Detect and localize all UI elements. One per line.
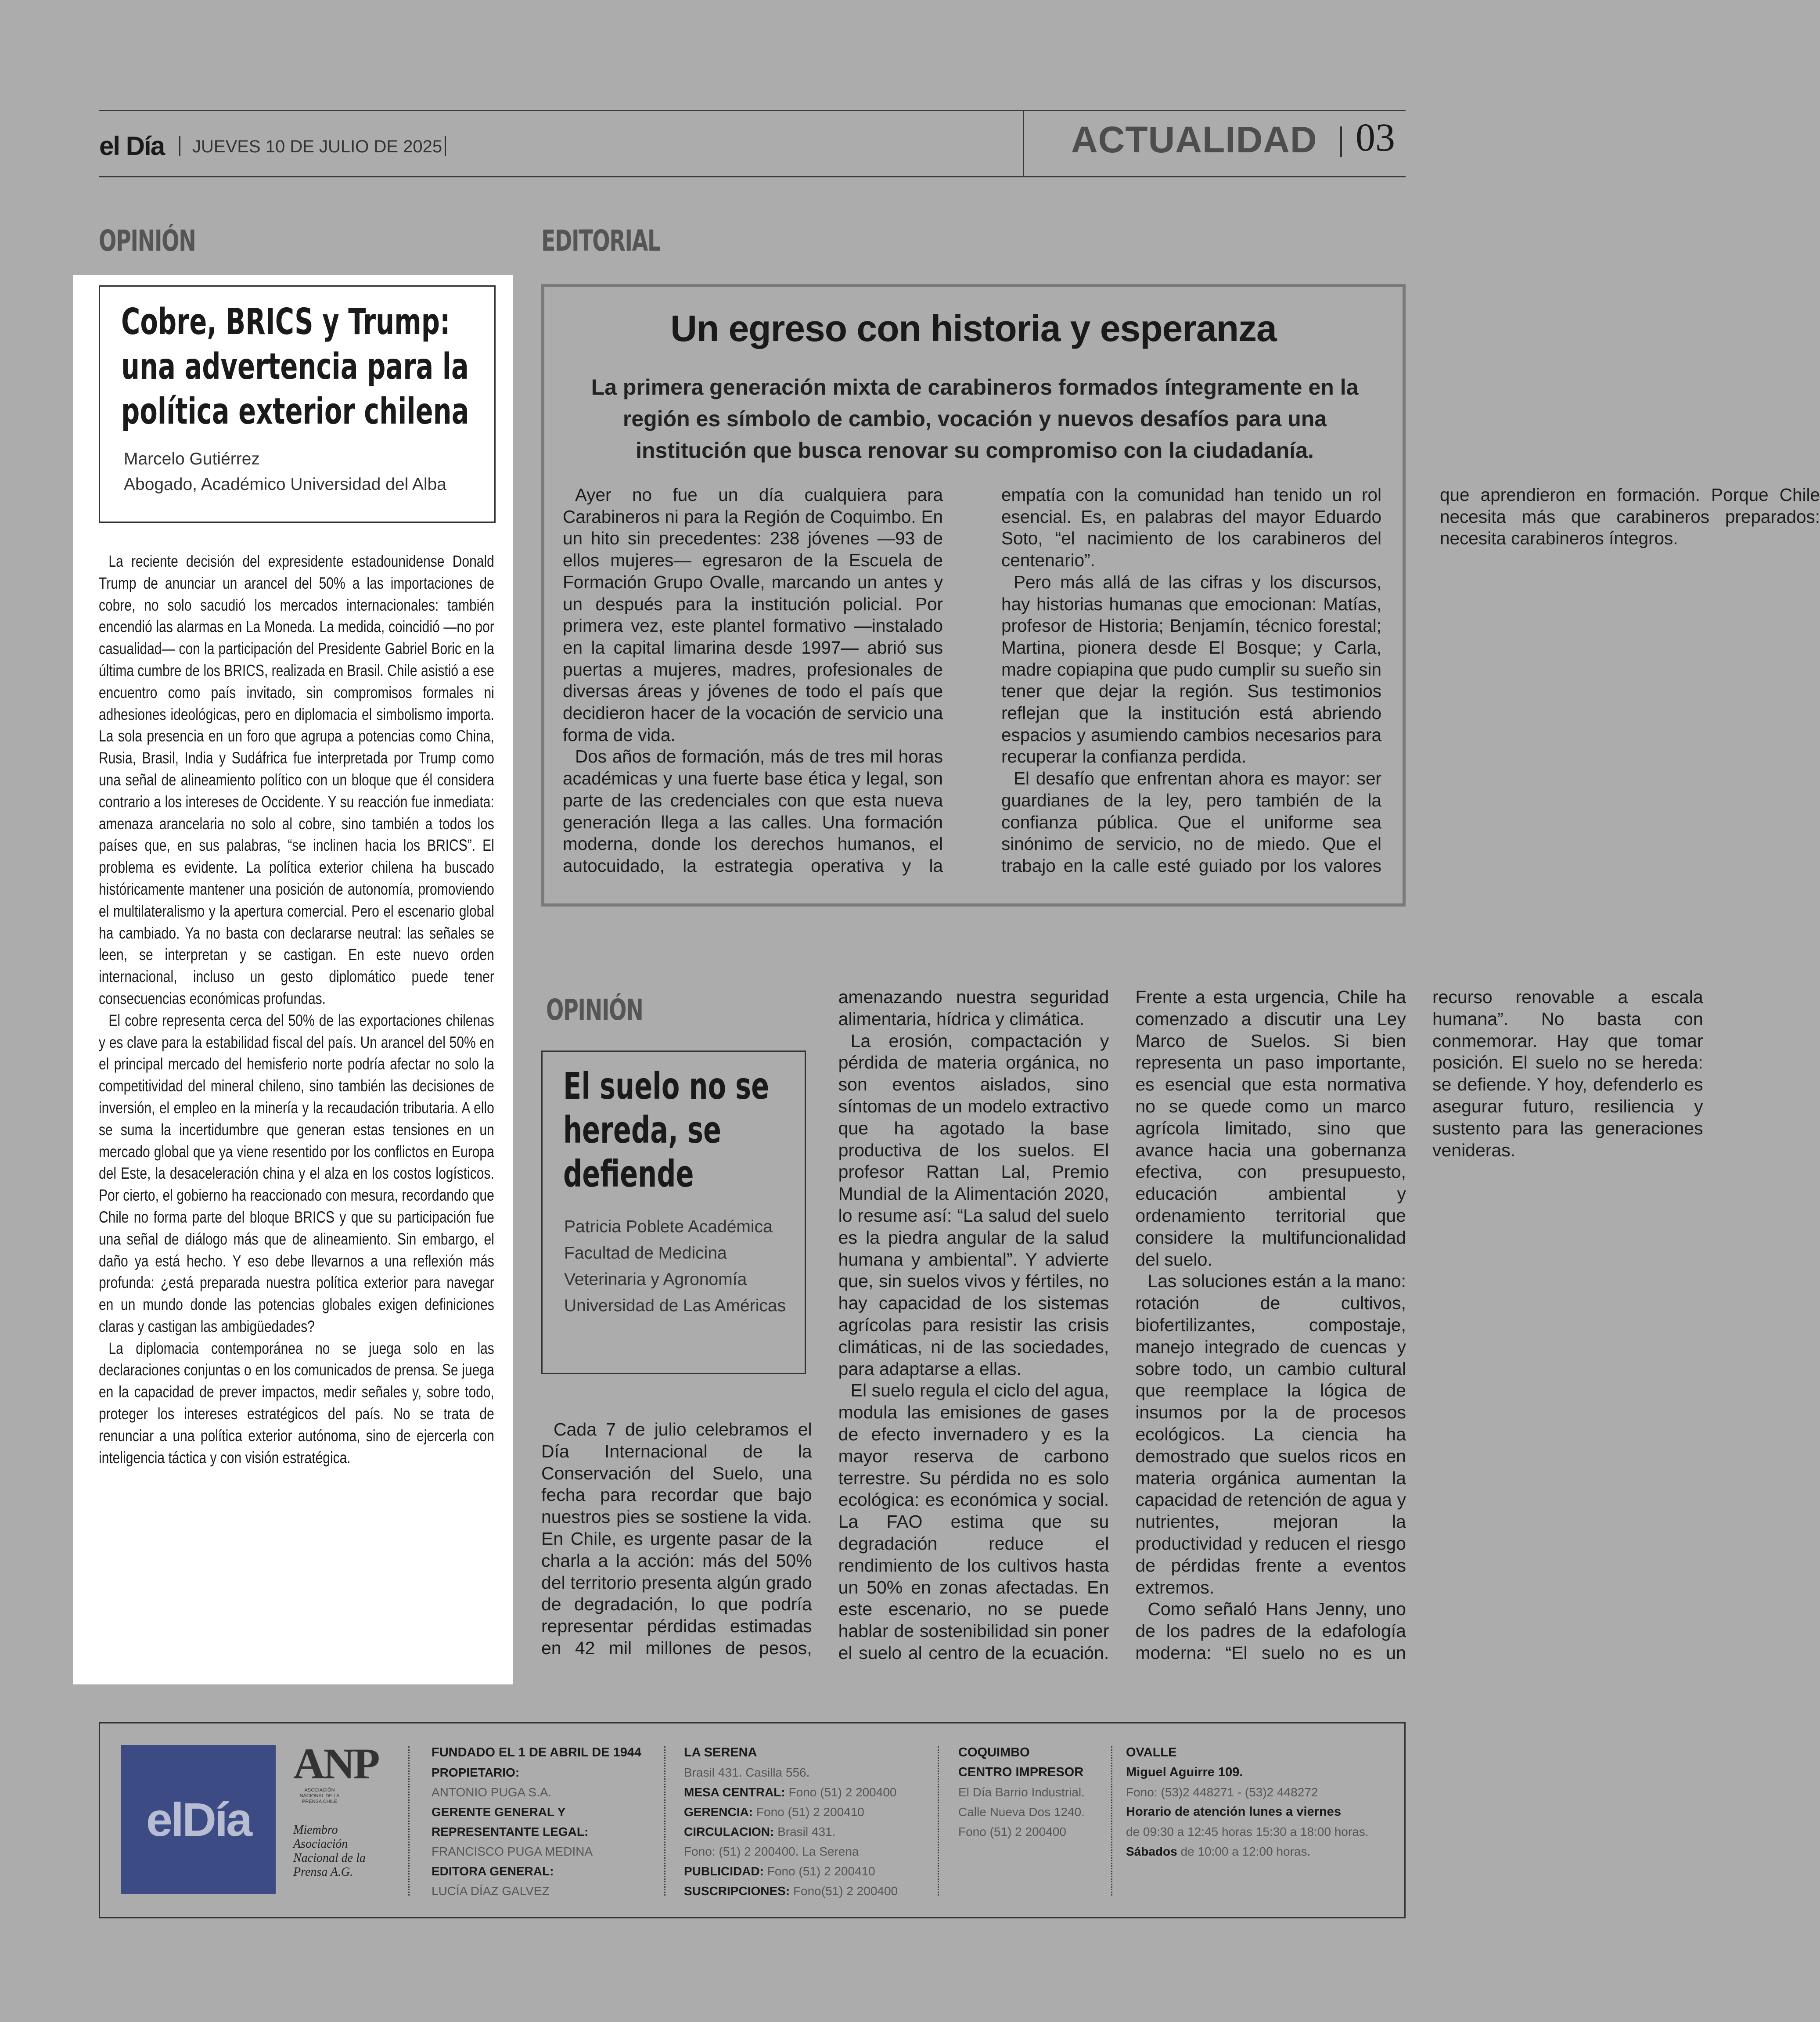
suscripciones-label: SUSCRIPCIONES: bbox=[684, 1884, 790, 1898]
section-name: ACTUALIDAD bbox=[1071, 119, 1317, 160]
la-serena-address: Brasil 431. Casilla 556. bbox=[684, 1766, 810, 1779]
paragraph: La erosión, compactación y pérdida de materia orgánica, no son eventos aislados, sino síntomas de un modelo extractivo que ha agotado la base productiva de los suelos. El profesor Rattan Lal, Premio Mundial de la Alimentación 2020, lo resume así: “La salud del suelo es la piedra angular de la salud humana y ambiental”. Y advierte que, sin suelos vivos y fértiles, no hay capacidad de los sistemas agrícolas para resistir las crisis climáticas, ni de las sociedades, para adaptarse a ellas. bbox=[838, 1030, 1109, 1379]
la-serena-title: LA SERENA bbox=[684, 1745, 757, 1759]
manager-label: GERENTE GENERAL Y REPRESENTANTE LEGAL: bbox=[432, 1805, 589, 1839]
circulacion-value: Brasil 431. bbox=[777, 1825, 836, 1839]
paragraph: Ayer no fue un día cualquiera para Carabineros ni para la Región de Coquimbo. En un hito sin precedentes: 238 jóvenes —93 de ellos mujeres— egresaron de la Escuela de Formación Grupo Ovalle, marcando un antes y un después para la institución policial. Por primera vez, este plantel formativo —instalado en la capital limarina desde 1997— abrió sus puertas a mujeres, madres, profesionales de diversas áreas y jóvenes de todo el país que decidieron hacer de la vocación de servicio una forma de vida. bbox=[563, 485, 943, 745]
editor-label: EDITORA GENERAL: bbox=[432, 1864, 554, 1878]
circulacion-phone: Fono: (51) 2 200400. La Serena bbox=[684, 1845, 859, 1858]
publicidad-value: Fono (51) 2 200410 bbox=[767, 1864, 875, 1878]
opinion-title: Cobre, BRICS y Trump: una advertencia para la política exterior chilena bbox=[121, 301, 469, 432]
publicidad-label: PUBLICIDAD: bbox=[684, 1864, 764, 1878]
owner-value: ANTONIO PUGA S.A. bbox=[432, 1785, 552, 1799]
footer-divider-2 bbox=[664, 1746, 665, 1896]
paragraph: El cobre representa cerca del 50% de las exportaciones chilenas y es clave para la estabilidad fiscal del país. Un arancel del 50% en el principal mercado del hemisferio norte podría afectar no solo la competitividad del mineral chileno, sino también las decisiones de inversión, el empleo en la minería y la recaudación tributaria. A ello se suma la incertidumbre que generan estas tensiones en un mercado global que ya viene resentido por los conflictos en Europa del Este, la desaceleración china y el alza en los costos logísticos. Por cierto, el gobierno ha reaccionado con mesura, recordando que Chile no forma parte del bloque BRICS y que su participación fue una señal de diálogo más que de alineamiento. Sin embargo, el daño ya está hecho. Y eso debe llevarnos a una reflexión más profunda: ¿está preparada nuestra política exterior para navegar en un mundo donde las potencias globales exigen definiciones claras y castigan las ambigüedades? bbox=[99, 1011, 494, 1335]
gerencia-label: GERENCIA: bbox=[684, 1805, 753, 1819]
anp-logo-small: ASOCIACIÓN NACIONAL DE LA PRENSA CHILE bbox=[299, 1788, 340, 1804]
coquimbo-line-2: Calle Nueva Dos 1240. bbox=[958, 1805, 1085, 1819]
footer-divider-1 bbox=[408, 1746, 410, 1896]
footer-col-coquimbo bbox=[958, 1743, 1108, 1842]
coquimbo-line-1: El Día Barrio Industrial. bbox=[958, 1785, 1085, 1799]
ovalle-hours-label: Horario de atención lunes a viernes bbox=[1126, 1805, 1341, 1819]
gerencia-value: Fono (51) 2 200410 bbox=[756, 1805, 864, 1819]
paragraph: La diplomacia contemporánea no se juega solo en las declaraciones conjuntas o en los comunicados de prensa. Se juega en la capacidad de prever impactos, medir señales y, sobre todo, proteger los intereses estratégicos del país. No se trata de renunciar a una política exterior autónoma, sino de ejercerla con inteligencia táctica y con visión estratégica. bbox=[99, 1338, 494, 1467]
suscripciones-value: Fono(51) 2 200400 bbox=[793, 1884, 898, 1898]
header-date: JUEVES 10 DE JULIO DE 2025 bbox=[192, 137, 442, 156]
owner-label: PROPIETARIO: bbox=[432, 1766, 520, 1779]
opinion-label-2: OPINIÓN bbox=[546, 993, 643, 1027]
paragraph: El desafío que enfrentan ahora es mayor: ser guardianes de la ley, pero también de la confianza pública. Que el uniforme sea sinónimo de servicio, no de miedo. Que el trabajo en la calle esté guiado por los valores que aprendieron en formación. Porque Chile necesita más que carabineros preparados: necesita carabineros íntegros. bbox=[1001, 485, 1820, 876]
coquimbo-line-3: Fono (51) 2 200400 bbox=[958, 1825, 1066, 1839]
opinion-author-role: Abogado, Académico Universidad del Alba bbox=[124, 475, 446, 494]
column-spacer bbox=[541, 986, 812, 1419]
paragraph: Cada 7 de julio celebramos el Día Internacional de la Conservación del Suelo, una fecha para recordar que bajo nuestros pies se sostiene la vida. En Chile, es urgente pasar de la charla a la acción: más del 50% del territorio presenta algún grado de degradación, lo que podría representar pérdidas estimadas en 42 mil millones de pesos, amenazando nuestra seguridad alimentaria, hídrica y climática. bbox=[541, 987, 1109, 1658]
editorial-body bbox=[563, 484, 1820, 888]
footer-logo: elDía bbox=[146, 1793, 251, 1846]
ovalle-saturday-hours: de 10:00 a 12:00 horas. bbox=[1180, 1845, 1311, 1858]
paragraph: El suelo regula el ciclo del agua, modula las emisiones de gases de efecto invernadero y es la mayor reserva de carbono terrestre. Su pérdida no es solo ecológica: es económica y social. La FAO estima que su degradación reduce el rendimiento de los cultivos hasta un 50% en zonas afectadas. En este escenario, no se puede hablar de sostenibilidad sin poner el suelo al centro de la ecuación. Frente a esta urgencia, Chile ha comenzado a discutir una Ley Marco de Suelos. Si bien representa un paso importante, es esencial que esta normativa no se quede como un marco agrícola limitado, sino que avance hacia una gobernanza efectiva, con presupuesto, educación ambiental y ordenamiento territorial que considere la multifuncionalidad del suelo. bbox=[838, 987, 1406, 1663]
footer-col-founding bbox=[432, 1743, 660, 1901]
paragraph: La reciente decisión del expresidente estadounidense Donald Trump de anunciar un arancel del 50% a las importaciones de cobre, no solo sacudió los mercados internacionales: también encendió las alarmas en La Moneda. La medida, coincidió —no por casualidad— con la participación del Presidente Gabriel Boric en la última cumbre de los BRICS, realizada en Brasil. Chile asistió a ese encuentro como país invitado, sin compromisos formales ni adhesiones ideológicas, pero en diplomacia el simbolismo importa. La sola presencia en un foro que agrupa a potencias como China, Rusia, Brasil, India y Sudáfrica fue interpretada por Trump como una señal de alineamiento político con un bloque que él considera contrario a los intereses de Occidente. Y su reacción fue inmediata: amenaza arancelaria no solo al cobre, sino también a todos los países que, en sus palabras, “se inclinen hacia los BRICS”. El problema es evidente. La política exterior chilena ha buscado históricamente mantener una posición de autonomía, promoviendo el multilateralismo y la apertura comercial. Pero el escenario global ha cambiado. Ya no basta con declararse neutral: las señales se leen, se interpretan y se castigan. En este nuevo orden internacional, incluso un gesto diplomático puede tener consecuencias económicas profundas. bbox=[99, 552, 494, 1007]
ovalle-address: Miguel Aguirre 109. bbox=[1126, 1765, 1243, 1779]
header-vertical-divider bbox=[1023, 110, 1024, 177]
footer-col-ovalle bbox=[1126, 1743, 1398, 1861]
founded-text: FUNDADO EL 1 DE ABRIL DE 1944 bbox=[432, 1745, 642, 1759]
opinion2-author: Patricia Poblete Académica Facultad de Medicina Veterinaria y Agronomía Universidad de Las Américas bbox=[564, 1217, 786, 1315]
footer-logo-block bbox=[121, 1745, 276, 1894]
anp-member-text: Miembro Asociación Nacional de la Prensa A.G. bbox=[293, 1823, 366, 1879]
paragraph: Pero más allá de las cifras y los discursos, hay historias humanas que emocionan: Matías, profesor de Historia; Benjamín, técnico forestal; Martina, pionera desde El Bosque; y Carla, madre copiapina que pudo cumplir su sueño sin tener que dejar la región. Sus testimonios reflejan que la institución está abriendo espacios y asumiendo cambios necesarios para recuperar la confianza perdida. bbox=[1001, 572, 1381, 767]
opinion-label-1: OPINIÓN bbox=[99, 224, 196, 258]
footer-col-la-serena bbox=[684, 1743, 934, 1901]
opinion2-body bbox=[541, 986, 1703, 1671]
ovalle-hours: de 09:30 a 12:45 horas 15:30 a 18:00 horas. bbox=[1126, 1825, 1369, 1839]
opinion2-columns bbox=[541, 986, 1703, 1671]
paragraph: Las soluciones están a la mano: rotación de cultivos, biofertilizantes, compostaje, manejo integrado de cuencas y sobre todo, un cambio cultural que reemplace la lógica de insumos por la de procesos ecológicos. La ciencia ha demostrado que suelos ricos en materia orgánica aumentan la capacidad de retención de agua y nutrientes, mejoran la productividad y reducen el riesgo de pérdidas frente a eventos extremos. bbox=[1135, 1271, 1406, 1597]
manager-value: FRANCISCO PUGA MEDINA bbox=[432, 1845, 593, 1858]
mesa-label: MESA CENTRAL: bbox=[684, 1785, 785, 1799]
opinion2-title: El suelo no se hereda, se defiende bbox=[563, 1065, 770, 1195]
footer-divider-3 bbox=[938, 1746, 939, 1896]
editorial-label: EDITORIAL bbox=[541, 224, 660, 258]
opinion-body bbox=[99, 550, 494, 1468]
editorial-title: Un egreso con historia y esperanza bbox=[670, 308, 1277, 349]
anp-logo: ANP bbox=[293, 1739, 378, 1788]
header-separator-2 bbox=[445, 136, 446, 156]
header-separator-3 bbox=[1340, 126, 1342, 157]
header-top-rule bbox=[99, 110, 1406, 111]
ovalle-saturday-label: Sábados bbox=[1126, 1845, 1177, 1858]
header-separator bbox=[179, 136, 180, 156]
editor-value: LUCÍA DÍAZ GALVEZ bbox=[432, 1884, 550, 1898]
page-number: 03 bbox=[1356, 116, 1395, 159]
paragraph: Como señaló Hans Jenny, uno de los padres de la edafología moderna: “El suelo no es un recurso renovable a escala humana”. No basta con conmemorar. Hay que tomar posición. El suelo no se hereda: se defiende. Y hoy, defenderlo es asegurar futuro, resiliencia y sustento para las generaciones venideras. bbox=[1135, 987, 1703, 1663]
circulacion-label: CIRCULACION: bbox=[684, 1825, 774, 1839]
coquimbo-title: COQUIMBO bbox=[958, 1745, 1030, 1759]
mesa-value: Fono (51) 2 200400 bbox=[788, 1785, 897, 1799]
footer-divider-4 bbox=[1111, 1746, 1112, 1896]
paragraph: Dos años de formación, más de tres mil horas académicas y una fuerte base ética y legal, son parte de las credenciales con que esta nueva generación llega a las calles. Una formación moderna, donde los derechos humanos, el autocuidado, la estrategia operativa y la empatía con la comunidad han tenido un rol esencial. Es, en palabras del mayor Eduardo Soto, “el nacimiento de los carabineros del centenario”. bbox=[563, 485, 1381, 876]
header-logo: el Día bbox=[99, 131, 165, 161]
editorial-subtitle: La primera generación mixta de carabineros formados íntegramente en la región es símbolo de cambio, vocación y nuevos desafíos para una institución que busca renovar su compromiso con la ciudadanía. bbox=[591, 375, 1359, 463]
coquimbo-subtitle: CENTRO IMPRESOR bbox=[958, 1765, 1084, 1779]
ovalle-phone: Fono: (53)2 448271 - (53)2 448272 bbox=[1126, 1785, 1318, 1799]
ovalle-title: OVALLE bbox=[1126, 1745, 1177, 1759]
header-bottom-rule bbox=[99, 176, 1406, 177]
opinion-author: Marcelo Gutiérrez bbox=[124, 450, 260, 468]
